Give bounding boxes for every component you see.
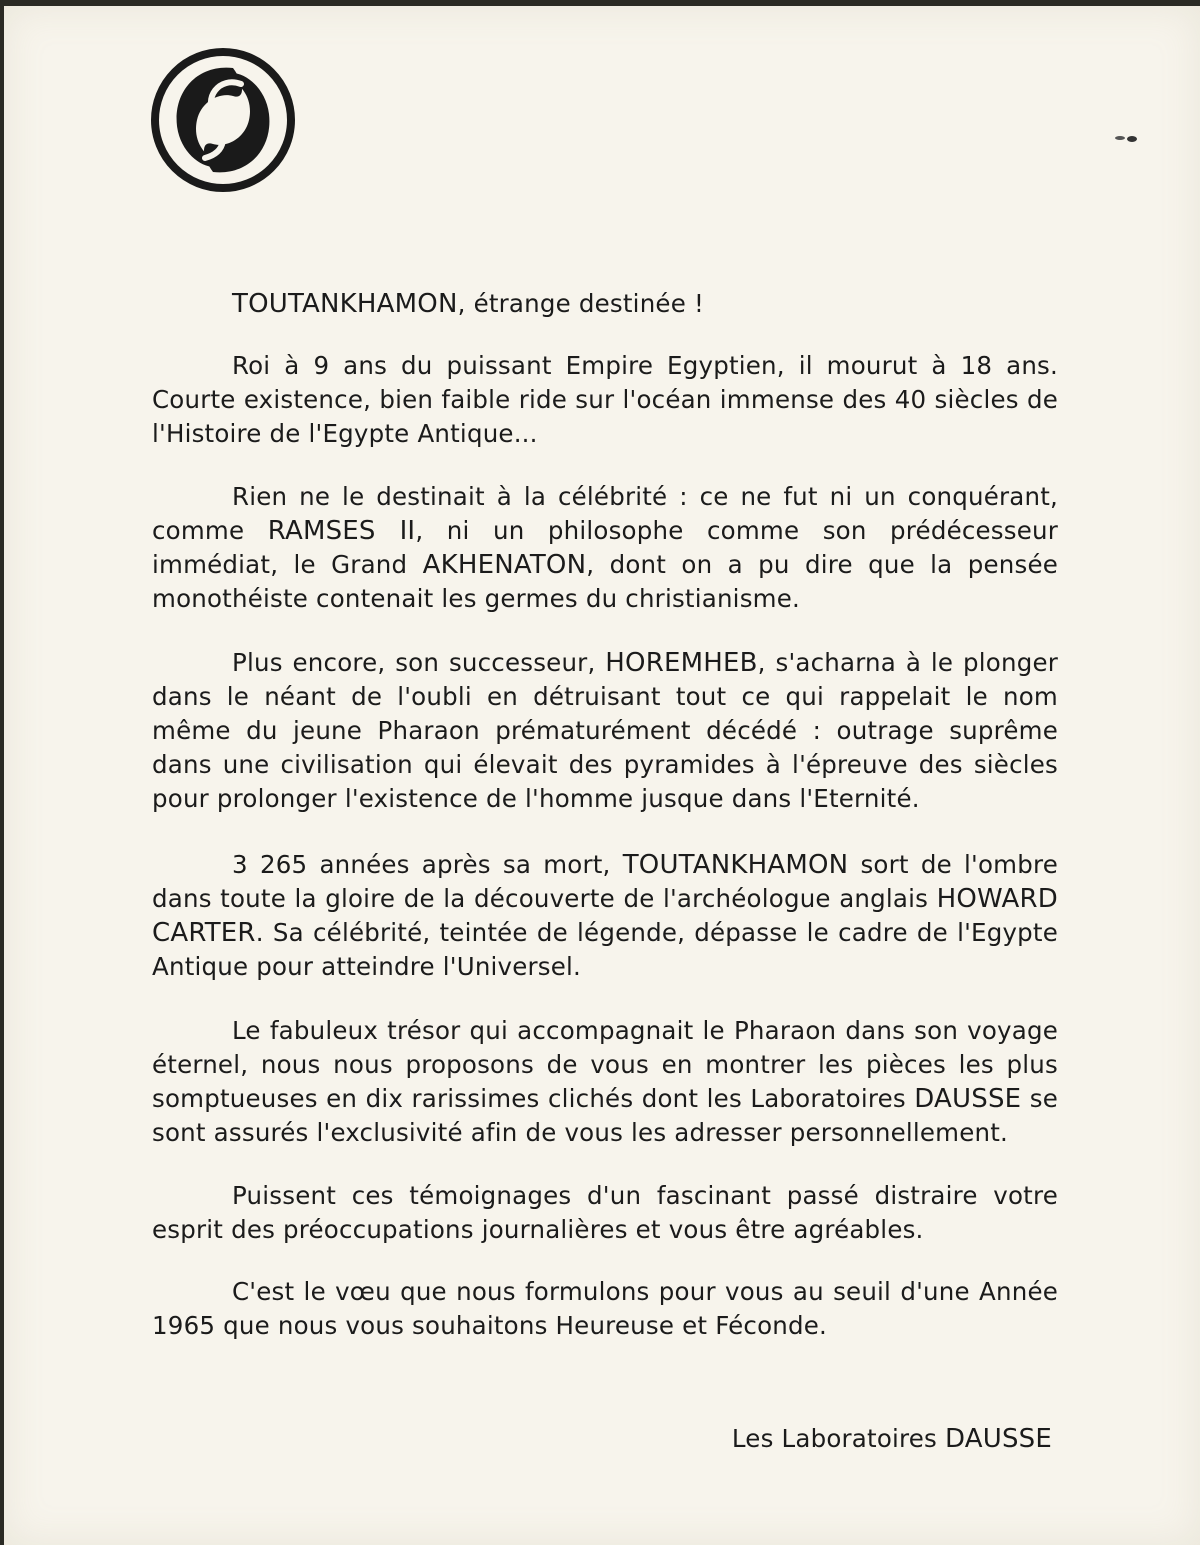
paragraph-3-text-b: , s'acharna à le plonger dans le néant de l'oubli en détruisant tout ce qui rappelait le nom même du jeune Pharaon prématurément décédé : outrage suprême dans une civilisation qui élevait des pyramides à l'épreuve des siècles pour prolonger l'existence de l'homme jusque dans l'Eternité. (152, 648, 1059, 813)
paragraph-5-text-a: Le fabuleux trésor qui accompagnait le Pharaon dans son voyage éternel, nous nous proposons de vous en montrer les pièces les plus somptueuses en dix rarissimes clichés dont les Laboratoires (152, 1016, 1058, 1113)
signature-name: DAUSSE (944, 1424, 1052, 1454)
paragraph-4 (152, 848, 1058, 984)
name-horemheb: HOREMHEB (605, 648, 758, 678)
name-dausse: DAUSSE (914, 1084, 1022, 1114)
signature (732, 1422, 1052, 1456)
name-akhenaton: AKHENATON (422, 550, 587, 580)
heading-name: TOUTANKHAMON (232, 289, 458, 319)
name-toutankhamon: TOUTANKHAMON (622, 850, 849, 880)
paragraph-7-text: C'est le vœu que nous formulons pour vous au seuil d'une Année 1965 que nous vous souhaitons Heureuse et Féconde. (152, 1277, 1058, 1340)
paragraph-4-text-c: . Sa célébrité, teintée de légende, dépasse le cadre de l'Egypte Antique pour atteindre l'Universel. (152, 918, 1058, 981)
paragraph-5-text-b: se sont assurés l'exclusivité afin de vous les adresser personnellement. (152, 1084, 1058, 1147)
paragraph-2-text-b: , ni un philosophe comme son prédécesseur immédiat, le Grand (152, 516, 1058, 579)
paragraph-2 (152, 480, 1058, 616)
ink-speck-mark (1112, 132, 1142, 144)
paragraph-1-text: Roi à 9 ans du puissant Empire Egyptien, il mourut à 18 ans. Courte existence, bien faible ride sur l'océan immense des 40 siècles de l'Histoire de l'Egypte Antique... (152, 351, 1058, 448)
paragraph-5 (152, 1014, 1058, 1150)
letter-page (4, 6, 1200, 1545)
letter-heading (232, 287, 704, 321)
paragraph-7 (152, 1275, 1058, 1343)
dausse-swirl-logo-icon (149, 46, 297, 194)
paragraph-1 (152, 349, 1058, 451)
heading-rest: , étrange destinée ! (457, 289, 704, 318)
paragraph-3 (152, 646, 1058, 816)
paragraph-4-text-a: 3 265 années après sa mort, (232, 850, 623, 879)
paragraph-6 (152, 1179, 1058, 1247)
signature-prefix: Les Laboratoires (731, 1424, 945, 1453)
paragraph-3-text-a: Plus encore, son successeur, (232, 648, 606, 677)
paragraph-4-text-b: sort de l'ombre dans toute la gloire de la découverte de l'archéologue anglais (152, 850, 1058, 913)
paragraph-2-text-a: Rien ne le destinait à la célébrité : ce ne fut ni un conquérant, comme (152, 482, 1058, 545)
name-howard-carter: HOWARD CARTER (152, 884, 1058, 948)
paragraph-2-text-c: , dont on a pu dire que la pensée monothéiste contenait les germes du christianisme. (152, 550, 1058, 613)
name-ramses: RAMSES II (267, 516, 416, 546)
paragraph-6-text: Puissent ces témoignages d'un fascinant passé distraire votre esprit des préoccupations journalières et vous être agréables. (152, 1181, 1058, 1244)
